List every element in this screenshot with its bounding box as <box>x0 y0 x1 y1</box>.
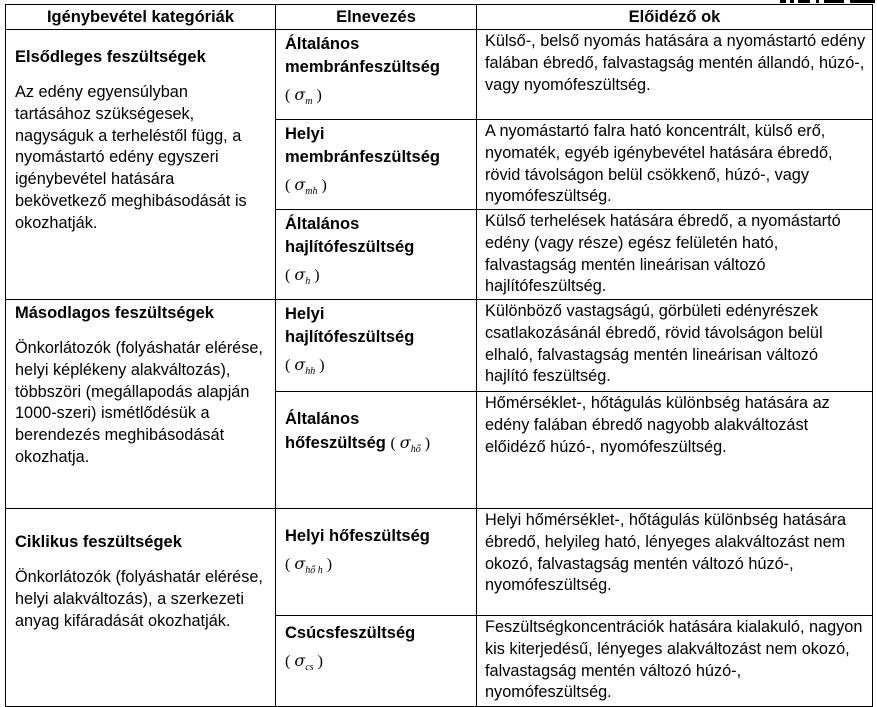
stress-name: Általános <box>285 215 360 233</box>
stress-name: Általános <box>285 35 360 53</box>
stress-name: hajlítófeszültség <box>285 238 415 256</box>
category-cell-cyclic <box>6 509 276 707</box>
category-cell-primary <box>6 30 276 300</box>
stress-cause: Különböző vastagságú, görbületi edényrészek csatlakozásánál ébredő, rövid távolságon belül elhaló, falvastagság mentén lineárisan változó hajlító feszültség. <box>477 300 873 392</box>
stress-symbol: ( $\sigma_h$ ) <box>285 265 320 288</box>
header-name: Elnevezés <box>276 5 477 30</box>
category-description: Az edény egyensúlyban tartásához szükségesek, nagyságuk a terheléstől függ, a nyomástartó edény egyszeri igénybevétel hatására bekövetkező meghibásodását is okozhatják. <box>15 83 247 232</box>
stress-name: Helyi <box>285 125 325 143</box>
stress-name-cell <box>276 120 477 210</box>
stress-name: Általános <box>285 410 360 428</box>
stress-cause: Feszültségkoncentrációk hatására kialakuló, nagyon kis kiterjedésű, lényeges alakváltozást nem okozó, falvastagság mentén változó húzó-, nyomófeszültség. <box>477 616 873 707</box>
stress-symbol: ( $\sigma_{hő h}$ ) <box>285 554 333 577</box>
category-title: Ciklikus feszültségek <box>15 533 182 551</box>
stress-name-cell <box>276 392 477 509</box>
stress-name: membránfeszültség <box>285 148 440 166</box>
category-description: Önkorlátozók (folyáshatár elérése, helyi képlékeny alakváltozás), többszöri (megállapodás alapján 1000-szeri) ismétlődésük a berendezés meghibásodását okozhatja. <box>15 339 263 466</box>
stress-name-cell <box>276 210 477 300</box>
stress-name: Helyi <box>285 305 325 323</box>
stress-cause: Külső terhelések hatására ébredő, a nyomástartó edény (vagy része) egész felületén ható, falvastagság mentén lineárisan változó hajlítófeszültség. <box>477 210 873 300</box>
table-row <box>6 300 873 392</box>
header-categories: Igénybevétel kategóriák <box>6 5 276 30</box>
stress-name-with-symbol: hőfeszültség ( $\sigma_{hő}$ ) <box>285 433 431 456</box>
stress-name: membránfeszültség <box>285 58 440 76</box>
category-cell-secondary <box>6 300 276 509</box>
stress-name: hajlítófeszültség <box>285 328 415 346</box>
stress-name-cell <box>276 509 477 616</box>
table-row <box>6 509 873 616</box>
stress-name-cell <box>276 30 477 120</box>
stress-name: Helyi hőfeszültség <box>285 527 430 545</box>
stress-symbol: ( $\sigma_{cs}$ ) <box>285 651 323 674</box>
category-description: Önkorlátozók (folyáshatár elérése, helyi alakváltozás), a szerkezeti anyag kifáradását okozhatják. <box>15 568 263 630</box>
table-header-row <box>6 5 873 30</box>
stress-symbol: ( $\sigma_{hő}$ ) <box>390 433 431 456</box>
category-title: Másodlagos feszültségek <box>15 304 214 322</box>
stress-name-cell <box>276 616 477 707</box>
category-title: Elsődleges feszültségek <box>15 48 206 66</box>
stress-symbol: ( $\sigma_{hh}$ ) <box>285 355 325 378</box>
header-cause: Előidéző ok <box>477 5 873 30</box>
table-row <box>6 30 873 120</box>
stress-cause: Hőmérséklet-, hőtágulás különbség hatására az edény falában ébredő nagyobb alakváltozást előidéző húzó-, nyomófeszültség. <box>477 392 873 509</box>
stress-symbol: ( $\sigma_{mh}$ ) <box>285 175 327 198</box>
stress-cause: A nyomástartó falra ható koncentrált, külső erő, nyomaték, egyéb igénybevétel hatására ébredő, rövid távolságon belül csökkenő, húzó-, vagy nyomófeszültség. <box>477 120 873 210</box>
stress-cause: Helyi hőmérséklet-, hőtágulás különbség hatására ébredő, helyileg ható, lényeges alakváltozást nem okozó, falvastagság mentén változó húzó-, nyomófeszültség. <box>477 509 873 616</box>
stress-symbol: ( $\sigma_m$ ) <box>285 85 322 108</box>
stress-cause: Külső-, belső nyomás hatására a nyomástartó edény falában ébredő, falvastagság mentén állandó, húzó-, vagy nyomófeszültség. <box>477 30 873 120</box>
stress-name: Csúcsfeszültség <box>285 624 416 642</box>
stress-name-cell <box>276 300 477 392</box>
top-edge-marks <box>780 0 875 3</box>
stress-category-table <box>5 4 873 707</box>
